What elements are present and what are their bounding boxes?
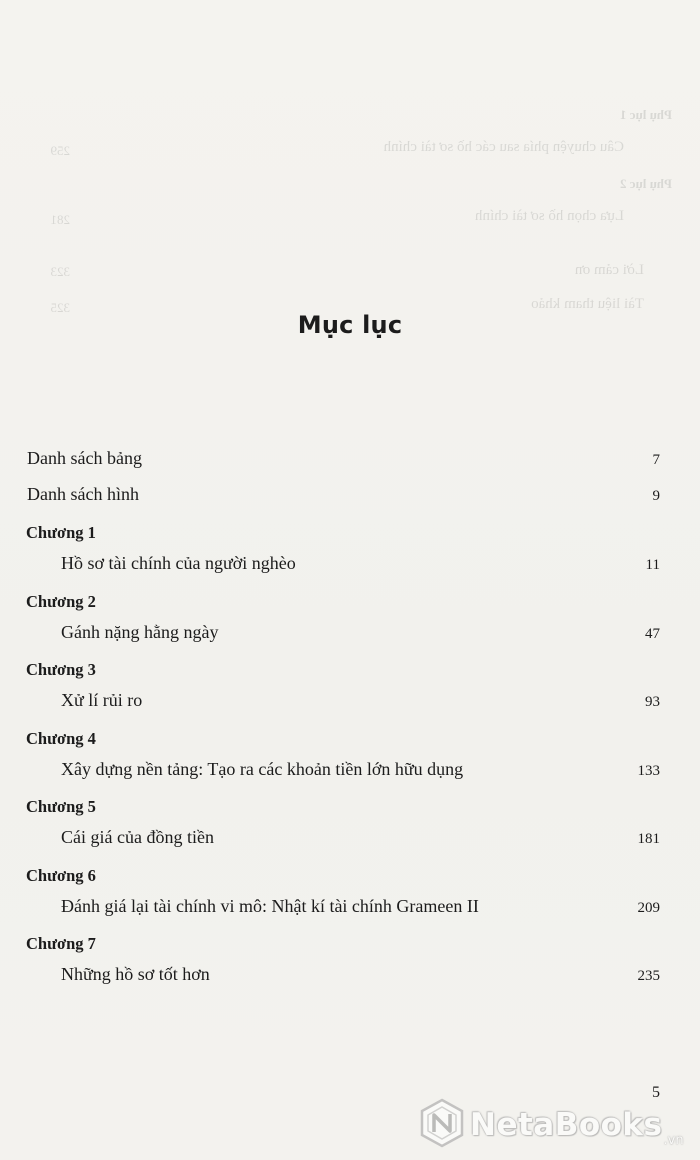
bleed-appendix-1-title: Câu chuyện phía sau các hồ sơ tài chính [383,139,624,155]
toc-entry-chapter-1[interactable] [27,553,660,574]
netabooks-logo-icon [418,1097,466,1153]
toc-entry-chapter-3[interactable] [27,690,660,711]
bleed-thanks-page: 323 [50,264,70,279]
page-title: Mục lục [297,311,403,339]
toc-entry-label: Những hồ sơ tốt hơn [61,964,210,984]
toc-entry-page: 235 [637,968,660,984]
toc-entry-page: 11 [645,557,660,573]
chapter-2-heading: Chương 2 [26,592,96,611]
chapter-4-heading: Chương 4 [26,729,96,748]
toc-entry-label: Cái giá của đồng tiền [61,827,214,847]
bleed-appendix-2-heading: Phụ lục 2 [619,176,672,191]
toc-entry-chapter-7[interactable] [27,964,660,985]
chapter-7-heading: Chương 7 [26,934,96,953]
toc-entry-page: 7 [652,452,660,468]
chapter-6-heading: Chương 6 [26,866,96,885]
toc-entry-page: 181 [637,831,660,847]
watermark [418,1097,684,1153]
toc-entry-label: Danh sách hình [27,484,139,504]
toc-entry-label: Đánh giá lại tài chính vi mô: Nhật kí tài chính Grameen II [61,896,479,916]
bleed-thanks-title: Lời cảm ơn [574,262,644,278]
toc-entry-label: Xây dựng nền tảng: Tạo ra các khoản tiền lớn hữu dụng [61,759,464,779]
toc-entry-label: Xử lí rủi ro [61,690,143,710]
page-number: 5 [652,1084,660,1101]
bleed-refs-page: 325 [50,300,70,315]
bleed-appendix-1-heading: Phụ lục 1 [619,107,672,122]
toc-entry-page: 209 [637,900,660,916]
toc-entry-page: 133 [637,763,660,779]
toc-entry-list-of-tables[interactable] [27,448,660,469]
chapter-1-heading: Chương 1 [26,523,96,542]
bleed-appendix-1-page: 259 [50,143,70,158]
toc-entry-list-of-figures[interactable] [27,484,660,505]
toc-entry-label: Gánh nặng hằng ngày [61,622,219,642]
toc-entry-chapter-2[interactable] [27,622,660,643]
toc-entry-page: 9 [652,488,660,504]
toc-entry-label: Hồ sơ tài chính của người nghèo [61,553,296,573]
toc-entry-page: 47 [645,626,660,642]
watermark-brand: NetaBooks [470,1107,663,1143]
bleed-appendix-2-page: 281 [50,212,70,227]
toc-entry-chapter-5[interactable] [27,827,660,848]
watermark-suffix: .vn [663,1133,684,1148]
bleed-appendix-2-title: Lựa chọn hồ sơ tài chính [475,208,624,224]
bleed-refs-title: Tài liệu tham khảo [531,296,644,312]
toc-entry-chapter-6[interactable] [27,896,660,917]
toc-entry-label: Danh sách bảng [27,448,142,468]
chapter-3-heading: Chương 3 [26,660,96,679]
toc-entry-chapter-4[interactable] [27,759,660,780]
chapter-5-heading: Chương 5 [26,797,96,816]
toc-entry-page: 93 [645,694,660,710]
